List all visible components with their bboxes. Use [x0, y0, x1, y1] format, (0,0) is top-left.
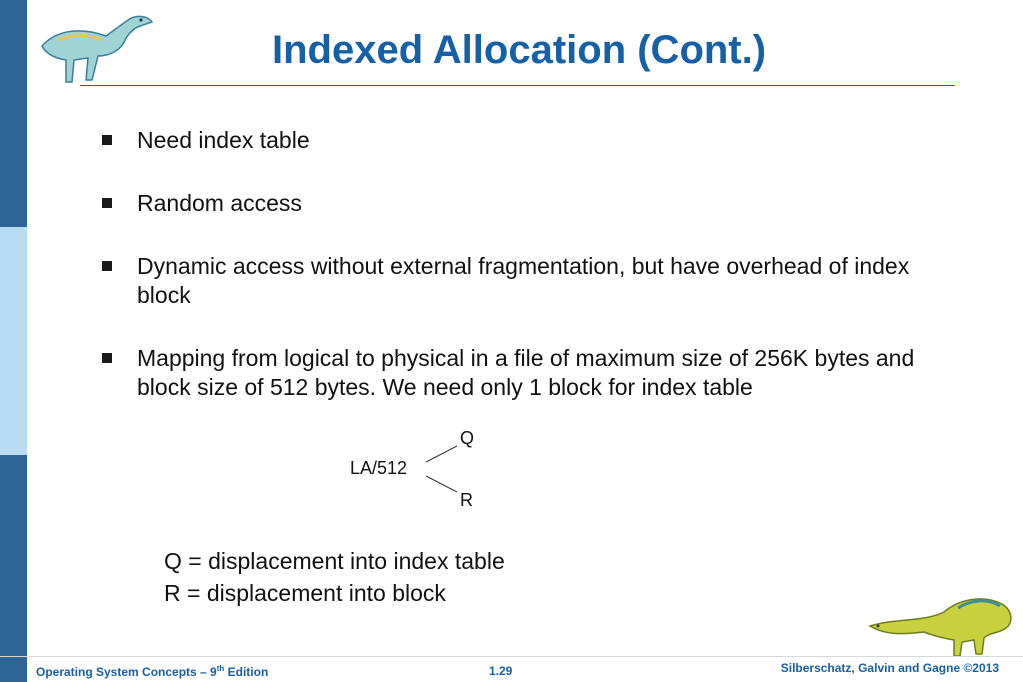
division-diagram	[330, 424, 510, 514]
page-number: 1.29	[489, 664, 513, 678]
quotient-label: Q	[460, 428, 475, 448]
dinosaur-logo-icon	[36, 6, 156, 86]
bullet-text: Mapping from logical to physical in a file of maximum size of 256K bytes and block size of 512 bytes. We need only 1 block for index table	[137, 345, 915, 400]
slide-title: Indexed Allocation (Cont.)	[272, 28, 767, 72]
bullet-item	[100, 189, 920, 218]
footer-book-title	[36, 664, 268, 679]
dividend-label: LA/512	[350, 458, 408, 478]
definition-r: R = displacement into block	[164, 580, 446, 606]
bullet-item	[100, 344, 920, 402]
dinosaur-drinking-icon	[866, 582, 1016, 658]
remainder-label: R	[460, 490, 473, 510]
bullet-text: Need index table	[137, 127, 310, 153]
bullet-square-icon	[102, 135, 112, 145]
bullet-square-icon	[102, 198, 112, 208]
footer-book-prefix: Operating System Concepts – 9	[36, 665, 217, 679]
footer-divider	[0, 656, 1023, 657]
bullet-item	[100, 252, 920, 310]
quotient-branch-line	[426, 446, 457, 462]
bullet-square-icon	[102, 261, 112, 271]
bullet-item	[100, 126, 920, 155]
footer-copyright: Silberschatz, Galvin and Gagne ©2013	[780, 661, 999, 675]
sidebar-segment-top	[0, 0, 27, 227]
left-sidebar	[0, 0, 27, 682]
bullet-text: Random access	[137, 190, 302, 216]
sidebar-segment-bottom	[0, 455, 27, 682]
bullet-list	[100, 126, 920, 436]
remainder-branch-line	[426, 476, 457, 492]
footer-book-sup: th	[216, 664, 225, 673]
title-underline	[80, 85, 955, 86]
definition-q: Q = displacement into index table	[164, 548, 505, 574]
bullet-square-icon	[102, 353, 112, 363]
sidebar-segment-middle	[0, 227, 27, 455]
definitions	[164, 545, 505, 609]
footer-book-suffix: Edition	[224, 665, 269, 679]
bullet-text: Dynamic access without external fragmentation, but have overhead of index block	[137, 253, 910, 308]
